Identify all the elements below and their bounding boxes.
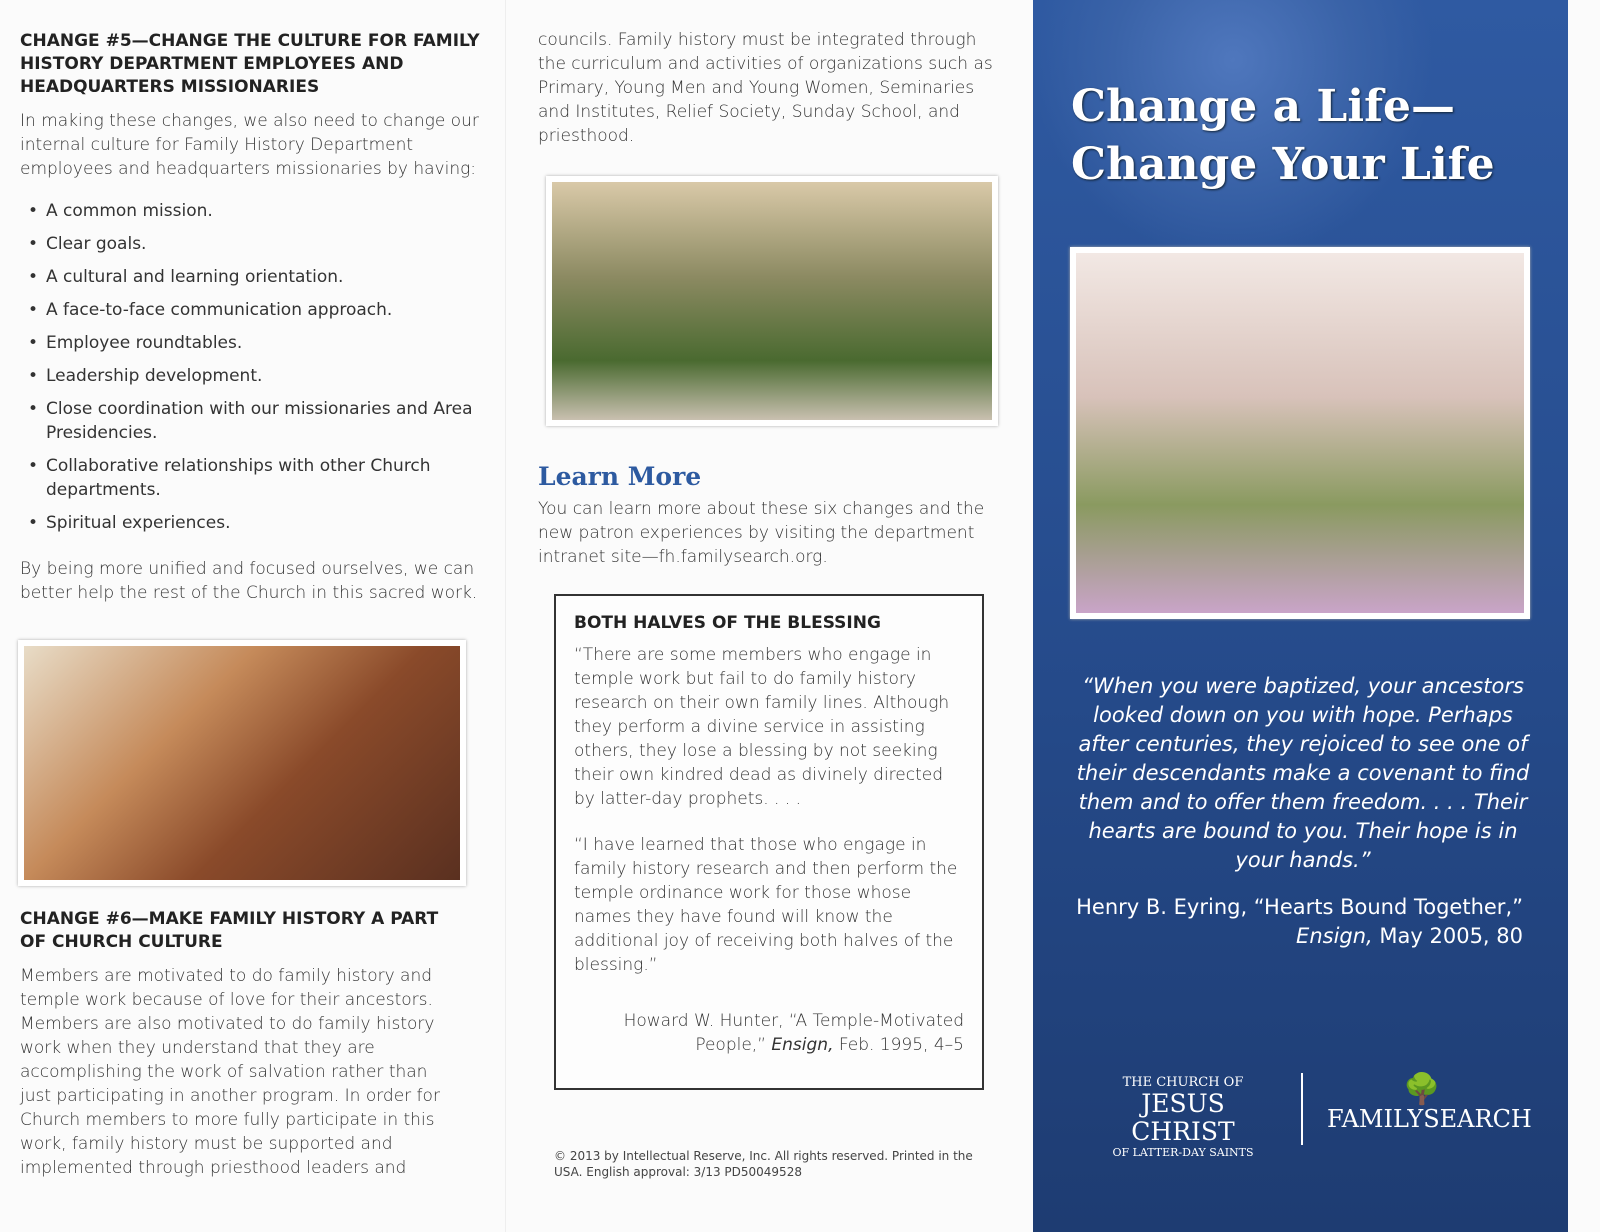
callout-citation [574,1009,964,1057]
blessing-callout [554,594,984,1090]
list-item: • Collaborative relationships with other Church departments. [28,454,485,502]
change5-heading: CHANGE #5—CHANGE THE CULTURE FOR FAMILY HISTORY DEPARTMENT EMPLOYEES AND HEADQUARTERS MISSIONARIES [20,31,480,97]
list-item: • Employee roundtables. [28,331,485,355]
change6-heading: CHANGE #6—MAKE FAMILY HISTORY A PART OF CHURCH CULTURE [20,909,439,952]
citation-source: Ensign, [1296,924,1373,948]
citation-line: People,” [695,1035,772,1055]
copyright-notice: © 2013 by Intellectual Reserve, Inc. All rights reserved. Printed in the USA. English approval: 3/13 PD50049528 [554,1149,973,1179]
middle-panel [505,0,1033,1232]
cover-title [1071,78,1495,194]
title-line: Change a Life— [1071,81,1455,132]
learn-more-heading: Learn More [538,462,702,491]
eyring-quote: “When you were baptized, your ancestors looked down on you with hope. Perhaps after centuries, they rejoiced to see one of their descendants make a covenant to find them and to offer them freedom. . . . Their hearts are bound to you. Their hope is in your hands.” [1076,674,1530,872]
list-item: • Spiritual experiences. [28,511,485,535]
callout-quote-2: “I have learned that those who engage in family history research and then perform the temple ordinance work for those whose names they have found will know the additional joy of receiving both halves of the blessing.” [574,835,958,975]
tree-icon: 🌳 [1403,1072,1441,1107]
list-item: • Leadership development. [28,364,485,388]
change5-closing: By being more unified and focused ourselves, we can better help the rest of the Church in this sacred work. [20,559,478,603]
title-line: Change Your Life [1071,139,1495,190]
temple-family-photo [1070,247,1530,619]
councils-text: councils. Family history must be integrated through the curriculum and activities of organizations such as Primary, Young Men and Young Women, Seminaries and Institutes, Relief Society, Sunday School, and priesthood. [538,30,993,146]
list-item: • Clear goals. [28,232,485,256]
list-item: • A face-to-face communication approach. [28,298,485,322]
culture-list [28,199,485,535]
left-panel [0,0,505,1232]
list-item: • A cultural and learning orientation. [28,265,485,289]
familysearch-logo [1327,1072,1532,1133]
logo-text: FAMILYSEARCH [1327,1105,1532,1133]
callout-heading: BOTH HALVES OF THE BLESSING [574,613,881,633]
logo-text: JESUS CHRIST [1131,1089,1235,1146]
eyring-citation [1076,893,1523,951]
change5-intro: In making these changes, we also need to change our internal culture for Family History Department employees and headquarters missionaries by having: [20,111,479,179]
family-reading-photo [18,640,466,886]
logo-text: THE CHURCH OF [1122,1075,1244,1090]
citation-source: Ensign, [771,1035,834,1055]
cover-panel [1033,0,1568,1232]
citation-date: Feb. 1995, 4–5 [833,1035,964,1055]
citation-line: Henry B. Eyring, “Hearts Bound Together,” [1076,895,1523,919]
list-item: • Close coordination with our missionaries and Area Presidencies. [28,397,485,445]
church-logo [1088,1075,1278,1159]
list-item: • A common mission. [28,199,485,223]
family-walking-photo [546,176,998,426]
change6-body: Members are motivated to do family history and temple work because of love for their ancestors. Members are also motivated to do family history work when they understand that they are accomplishing the work of salvation rather than just participating in another program. In order for Church members to more fully participate in this work, family history must be supported and implemented through priesthood leaders and [20,966,440,1178]
logo-divider [1301,1073,1303,1145]
citation-line: Howard W. Hunter, “A Temple-Motivated [623,1011,964,1031]
logo-text: OF LATTER-DAY SAINTS [1112,1146,1254,1159]
learn-more-body: You can learn more about these six changes and the new patron experiences by visiting the department intranet site—fh.familysearch.org. [538,499,985,567]
callout-quote-1: “There are some members who engage in temple work but fail to do family history research on their own family lines. Although they perform a divine service in assisting others, they lose a blessing by not seeking their own kindred dead as divinely directed by latter-day prophets. . . . [574,645,950,809]
citation-date: May 2005, 80 [1372,924,1523,948]
